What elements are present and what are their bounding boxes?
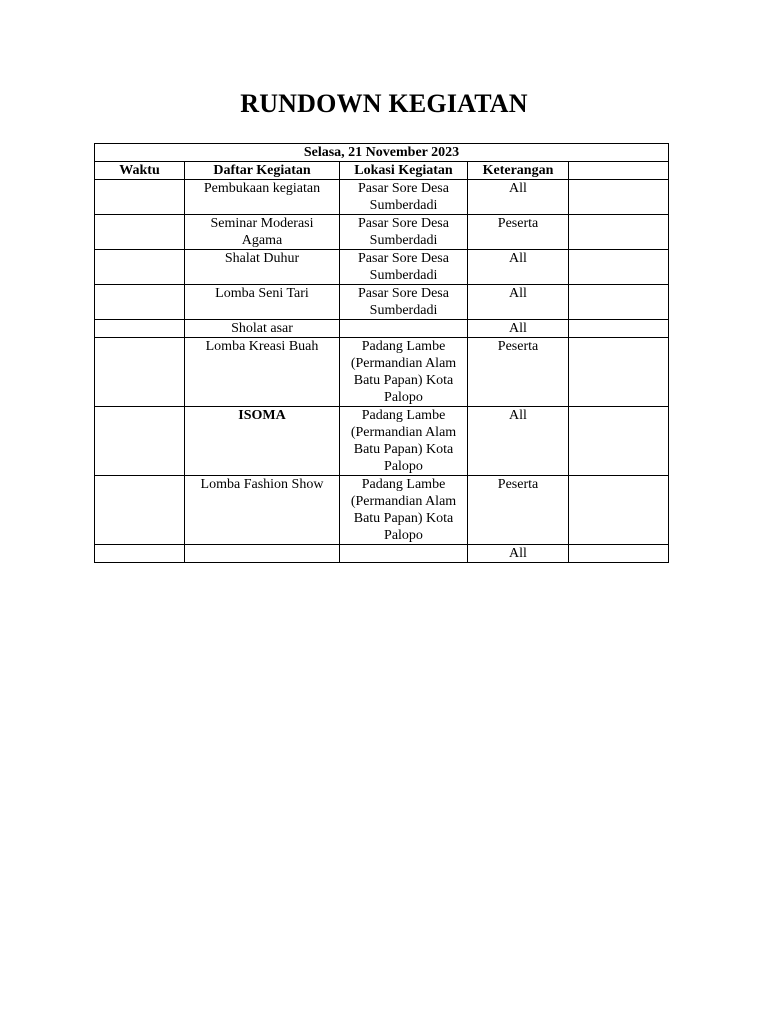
cell-waktu [95,250,185,285]
cell-kegiatan: Lomba Fashion Show [185,476,340,545]
cell-waktu [95,320,185,338]
cell-kegiatan: Pembukaan kegiatan [185,180,340,215]
column-header-keterangan: Keterangan [468,162,569,180]
cell-kegiatan: Shalat Duhur [185,250,340,285]
cell-waktu [95,545,185,563]
cell-keterangan: All [468,545,569,563]
cell-keterangan: All [468,320,569,338]
cell-lokasi: Padang Lambe (Permandian Alam Batu Papan) Kota Palopo [340,338,468,407]
table-row [95,215,669,250]
cell-waktu [95,476,185,545]
cell-extra [569,285,669,320]
cell-lokasi: Pasar Sore Desa Sumberdadi [340,215,468,250]
table-row [95,545,669,563]
cell-waktu [95,338,185,407]
cell-lokasi [340,545,468,563]
table-row [95,407,669,476]
date-header: Selasa, 21 November 2023 [95,144,669,162]
cell-keterangan: All [468,407,569,476]
table-row [95,338,669,407]
cell-waktu [95,407,185,476]
cell-extra [569,215,669,250]
cell-lokasi: Padang Lambe (Permandian Alam Batu Papan) Kota Palopo [340,407,468,476]
column-header-waktu: Waktu [95,162,185,180]
cell-extra [569,250,669,285]
cell-kegiatan: Lomba Seni Tari [185,285,340,320]
cell-kegiatan [185,545,340,563]
cell-waktu [95,180,185,215]
cell-lokasi: Pasar Sore Desa Sumberdadi [340,285,468,320]
cell-keterangan: Peserta [468,215,569,250]
cell-extra [569,545,669,563]
cell-extra [569,320,669,338]
cell-waktu [95,215,185,250]
cell-keterangan: All [468,180,569,215]
cell-waktu [95,285,185,320]
cell-lokasi: Pasar Sore Desa Sumberdadi [340,250,468,285]
cell-extra [569,407,669,476]
cell-keterangan: Peserta [468,338,569,407]
column-header-daftar-kegiatan: Daftar Kegiatan [185,162,340,180]
cell-extra [569,338,669,407]
table-row [95,320,669,338]
column-header-empty [569,162,669,180]
cell-lokasi: Pasar Sore Desa Sumberdadi [340,180,468,215]
table-row [95,250,669,285]
table-row [95,476,669,545]
date-header-row [95,144,669,162]
cell-lokasi: Padang Lambe (Permandian Alam Batu Papan) Kota Palopo [340,476,468,545]
cell-keterangan: All [468,250,569,285]
cell-lokasi [340,320,468,338]
cell-keterangan: Peserta [468,476,569,545]
table-row [95,285,669,320]
table-row [95,180,669,215]
document-title: RUNDOWN KEGIATAN [240,89,528,118]
cell-extra [569,476,669,545]
rundown-table [94,143,669,563]
cell-kegiatan: Seminar Moderasi Agama [185,215,340,250]
column-header-lokasi-kegiatan: Lokasi Kegiatan [340,162,468,180]
cell-kegiatan: ISOMA [185,407,340,476]
cell-extra [569,180,669,215]
cell-kegiatan: Lomba Kreasi Buah [185,338,340,407]
rundown-table-body [95,144,669,563]
cell-kegiatan: Sholat asar [185,320,340,338]
cell-keterangan: All [468,285,569,320]
column-header-row [95,162,669,180]
